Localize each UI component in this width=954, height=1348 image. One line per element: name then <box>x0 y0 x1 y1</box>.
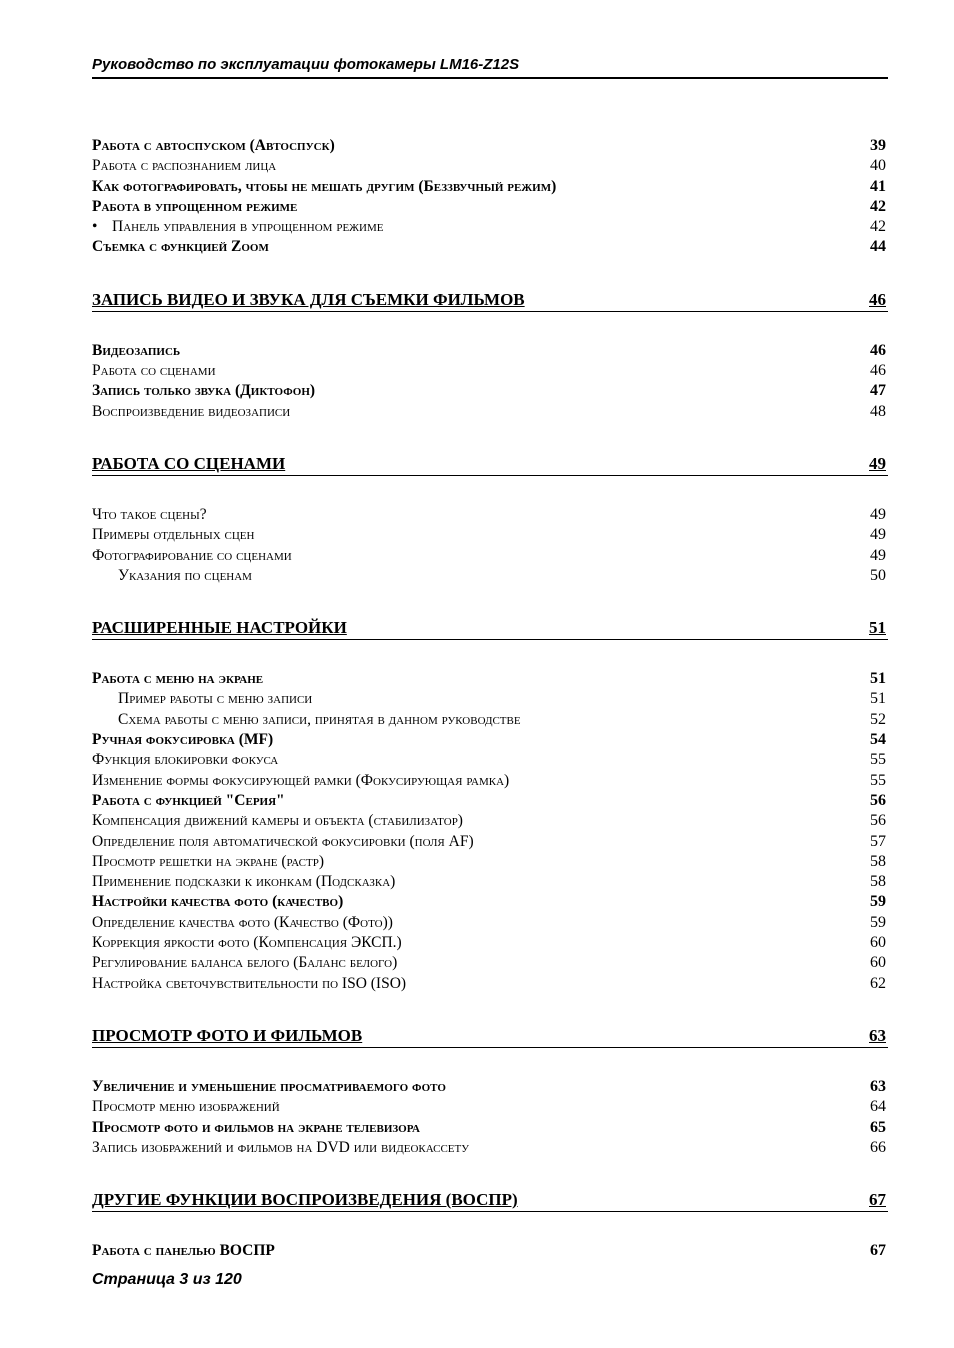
toc-entry-title: Компенсация движений камеры и объекта (стабилизатор) <box>92 812 463 830</box>
toc-entry-title: Запись только звука (Диктофон) <box>92 382 316 400</box>
toc-group <box>92 136 888 258</box>
toc-entry-title: Пример работы с меню записи <box>118 690 313 708</box>
toc-entry-page-number: 51 <box>870 690 886 708</box>
toc-entry-title: • Панель управления в упрощенном режиме <box>92 217 383 237</box>
toc-group <box>92 1241 888 1261</box>
toc-entry[interactable] <box>92 852 888 872</box>
toc-entry-page-number: 52 <box>870 710 886 728</box>
toc-entry-page-number: 66 <box>870 1138 886 1156</box>
toc-entry[interactable] <box>92 811 888 831</box>
toc-entry[interactable] <box>92 1097 888 1117</box>
toc-entry[interactable] <box>92 402 888 422</box>
toc-entry[interactable] <box>92 361 888 381</box>
toc-entry-title: Воспроизведение видеозаписи <box>92 402 291 420</box>
toc-entry[interactable] <box>92 546 888 566</box>
toc-entry-title: Как фотографировать, чтобы не мешать другим (Беззвучный режим) <box>92 177 557 195</box>
toc-entry[interactable] <box>92 1138 888 1158</box>
toc-entry[interactable] <box>92 913 888 933</box>
toc-entry-title: Работа с распознанием лица <box>92 157 277 175</box>
toc-entry-title: Определение поля автоматической фокусировки (поля AF) <box>92 832 474 850</box>
toc-entry-title: Работа с функцией "Серия" <box>92 791 285 809</box>
toc-entry-title: Коррекция яркости фото (Компенсация ЭКСП.) <box>92 934 402 952</box>
section-page-number: 67 <box>869 1190 886 1210</box>
toc-entry-title: Фотографирование со сценами <box>92 546 292 564</box>
toc-entry[interactable] <box>92 791 888 811</box>
toc-entry-title: Просмотр фото и фильмов на экране телевизора <box>92 1118 420 1136</box>
toc-entry-page-number: 40 <box>870 157 886 175</box>
toc-entry-page-number: 58 <box>870 873 886 891</box>
toc-entry-page-number: 59 <box>870 913 886 931</box>
toc-entry-page-number: 44 <box>870 238 886 256</box>
toc-entry-title: Работа с меню на экране <box>92 670 264 688</box>
toc-entry-page-number: 46 <box>870 341 886 359</box>
toc-entry[interactable] <box>92 566 888 586</box>
toc-entry-page-number: 60 <box>870 934 886 952</box>
page-footer: Страница 3 из 120 <box>92 1271 242 1288</box>
section-title: РАБОТА СО СЦЕНАМИ <box>92 453 286 473</box>
toc-entry[interactable] <box>92 136 888 156</box>
toc-entry-page-number: 62 <box>870 974 886 992</box>
toc-entry[interactable] <box>92 381 888 401</box>
toc-entry-page-number: 60 <box>870 954 886 972</box>
toc-entry-title: Применение подсказки к иконкам (Подсказка) <box>92 873 396 891</box>
toc-entry-title: Запись изображений и фильмов на DVD или видеокассету <box>92 1138 470 1156</box>
toc-entry[interactable] <box>92 1077 888 1097</box>
toc-entry-title: Изменение формы фокусирующей рамки (Фокусирующая рамка) <box>92 771 510 789</box>
toc-entry[interactable] <box>92 953 888 973</box>
toc-entry[interactable] <box>92 689 888 709</box>
toc-section-heading[interactable] <box>92 451 888 476</box>
section-page-number: 51 <box>869 618 886 638</box>
toc-entry-page-number: 41 <box>870 177 886 195</box>
toc-entry-page-number: 49 <box>870 526 886 544</box>
toc-entry[interactable] <box>92 525 888 545</box>
document-header: Руководство по эксплуатации фотокамеры LM16-Z12S <box>92 55 888 79</box>
toc-entry[interactable] <box>92 1118 888 1138</box>
toc-entry-title: Примеры отдельных сцен <box>92 526 255 544</box>
toc-entry-title: Просмотр решетки на экране (растр) <box>92 852 324 870</box>
toc-entry-title: Работа с автоспуском (Автоспуск) <box>92 137 335 154</box>
toc-entry-page-number: 47 <box>870 382 886 400</box>
toc-entry-page-number: 65 <box>870 1118 886 1136</box>
section-title: РАСШИРЕННЫЕ НАСТРОЙКИ <box>92 618 347 638</box>
toc-group <box>92 1077 888 1158</box>
toc-entry[interactable] <box>92 156 888 176</box>
toc-entry-page-number: 39 <box>870 137 886 154</box>
table-of-contents <box>92 136 888 1261</box>
toc-entry-title: Настройки качества фото (качество) <box>92 893 344 911</box>
toc-entry-page-number: 63 <box>870 1077 886 1095</box>
toc-entry-page-number: 54 <box>870 731 886 749</box>
toc-entry[interactable] <box>92 730 888 750</box>
toc-section-heading[interactable] <box>92 287 888 312</box>
toc-entry-title: Увеличение и уменьшение просматриваемого фото <box>92 1077 446 1095</box>
toc-entry-page-number: 49 <box>870 546 886 564</box>
toc-entry-title: Функция блокировки фокуса <box>92 751 279 769</box>
toc-entry-page-number: 57 <box>870 832 886 850</box>
toc-entry-page-number: 42 <box>870 218 886 236</box>
toc-entry-page-number: 46 <box>870 362 886 380</box>
section-page-number: 46 <box>869 289 886 309</box>
section-title: ЗАПИСЬ ВИДЕО И ЗВУКА ДЛЯ СЪЕМКИ ФИЛЬМОВ <box>92 289 525 309</box>
toc-entry-title: Работа со сценами <box>92 362 216 380</box>
section-title: ДРУГИЕ ФУНКЦИИ ВОСПРОИЗВЕДЕНИЯ (ВОСПР) <box>92 1190 518 1210</box>
toc-entry[interactable] <box>92 177 888 197</box>
toc-entry-page-number: 64 <box>870 1098 886 1116</box>
toc-entry-page-number: 56 <box>870 791 886 809</box>
toc-entry[interactable] <box>92 872 888 892</box>
section-title: ПРОСМОТР ФОТО И ФИЛЬМОВ <box>92 1025 363 1045</box>
toc-section-heading[interactable] <box>92 1023 888 1048</box>
toc-group <box>92 669 888 994</box>
toc-entry-title: Видеозапись <box>92 341 181 359</box>
toc-entry[interactable] <box>92 832 888 852</box>
toc-entry[interactable] <box>92 771 888 791</box>
toc-entry-title: Что такое сцены? <box>92 505 207 523</box>
toc-entry-title: Работа в упрощенном режиме <box>92 197 298 215</box>
toc-entry-page-number: 67 <box>870 1242 886 1260</box>
toc-entry[interactable] <box>92 933 888 953</box>
toc-section-heading[interactable] <box>92 1187 888 1212</box>
toc-entry[interactable] <box>92 217 888 237</box>
toc-entry[interactable] <box>92 669 888 689</box>
toc-entry-page-number: 59 <box>870 893 886 911</box>
toc-entry[interactable] <box>92 505 888 525</box>
section-page-number: 49 <box>869 453 886 473</box>
toc-entry-page-number: 58 <box>870 852 886 870</box>
toc-entry-page-number: 55 <box>870 751 886 769</box>
toc-entry-page-number: 56 <box>870 812 886 830</box>
toc-entry[interactable] <box>92 974 888 994</box>
toc-entry[interactable] <box>92 1241 888 1261</box>
section-page-number: 63 <box>869 1025 886 1045</box>
toc-entry-title: Указания по сценам <box>118 566 252 584</box>
toc-group <box>92 341 888 422</box>
toc-entry[interactable] <box>92 197 888 217</box>
toc-entry-title: Работа с панелью ВОСПР <box>92 1242 275 1260</box>
toc-entry-title: Просмотр меню изображений <box>92 1098 280 1116</box>
toc-entry-page-number: 48 <box>870 402 886 420</box>
toc-entry[interactable] <box>92 237 888 257</box>
toc-entry-page-number: 42 <box>870 197 886 215</box>
toc-entry[interactable] <box>92 892 888 912</box>
toc-entry-page-number: 49 <box>870 505 886 523</box>
toc-entry-title: Съемка с функцией Zoom <box>92 238 269 256</box>
toc-entry[interactable] <box>92 341 888 361</box>
toc-entry-title: Ручная фокусировка (MF) <box>92 731 274 749</box>
toc-entry[interactable] <box>92 710 888 730</box>
toc-entry-title: Настройка светочувствительности по ISO (ISO) <box>92 974 407 992</box>
toc-group <box>92 505 888 586</box>
toc-entry-title: Регулирование баланса белого (Баланс белого) <box>92 954 398 972</box>
toc-entry-page-number: 50 <box>870 566 886 584</box>
toc-entry[interactable] <box>92 750 888 770</box>
toc-entry-page-number: 55 <box>870 771 886 789</box>
toc-section-heading[interactable] <box>92 615 888 640</box>
toc-entry-page-number: 51 <box>870 670 886 688</box>
toc-entry-title: Схема работы с меню записи, принятая в данном руководстве <box>118 710 521 728</box>
toc-entry-title: Определение качества фото (Качество (Фото)) <box>92 913 393 931</box>
